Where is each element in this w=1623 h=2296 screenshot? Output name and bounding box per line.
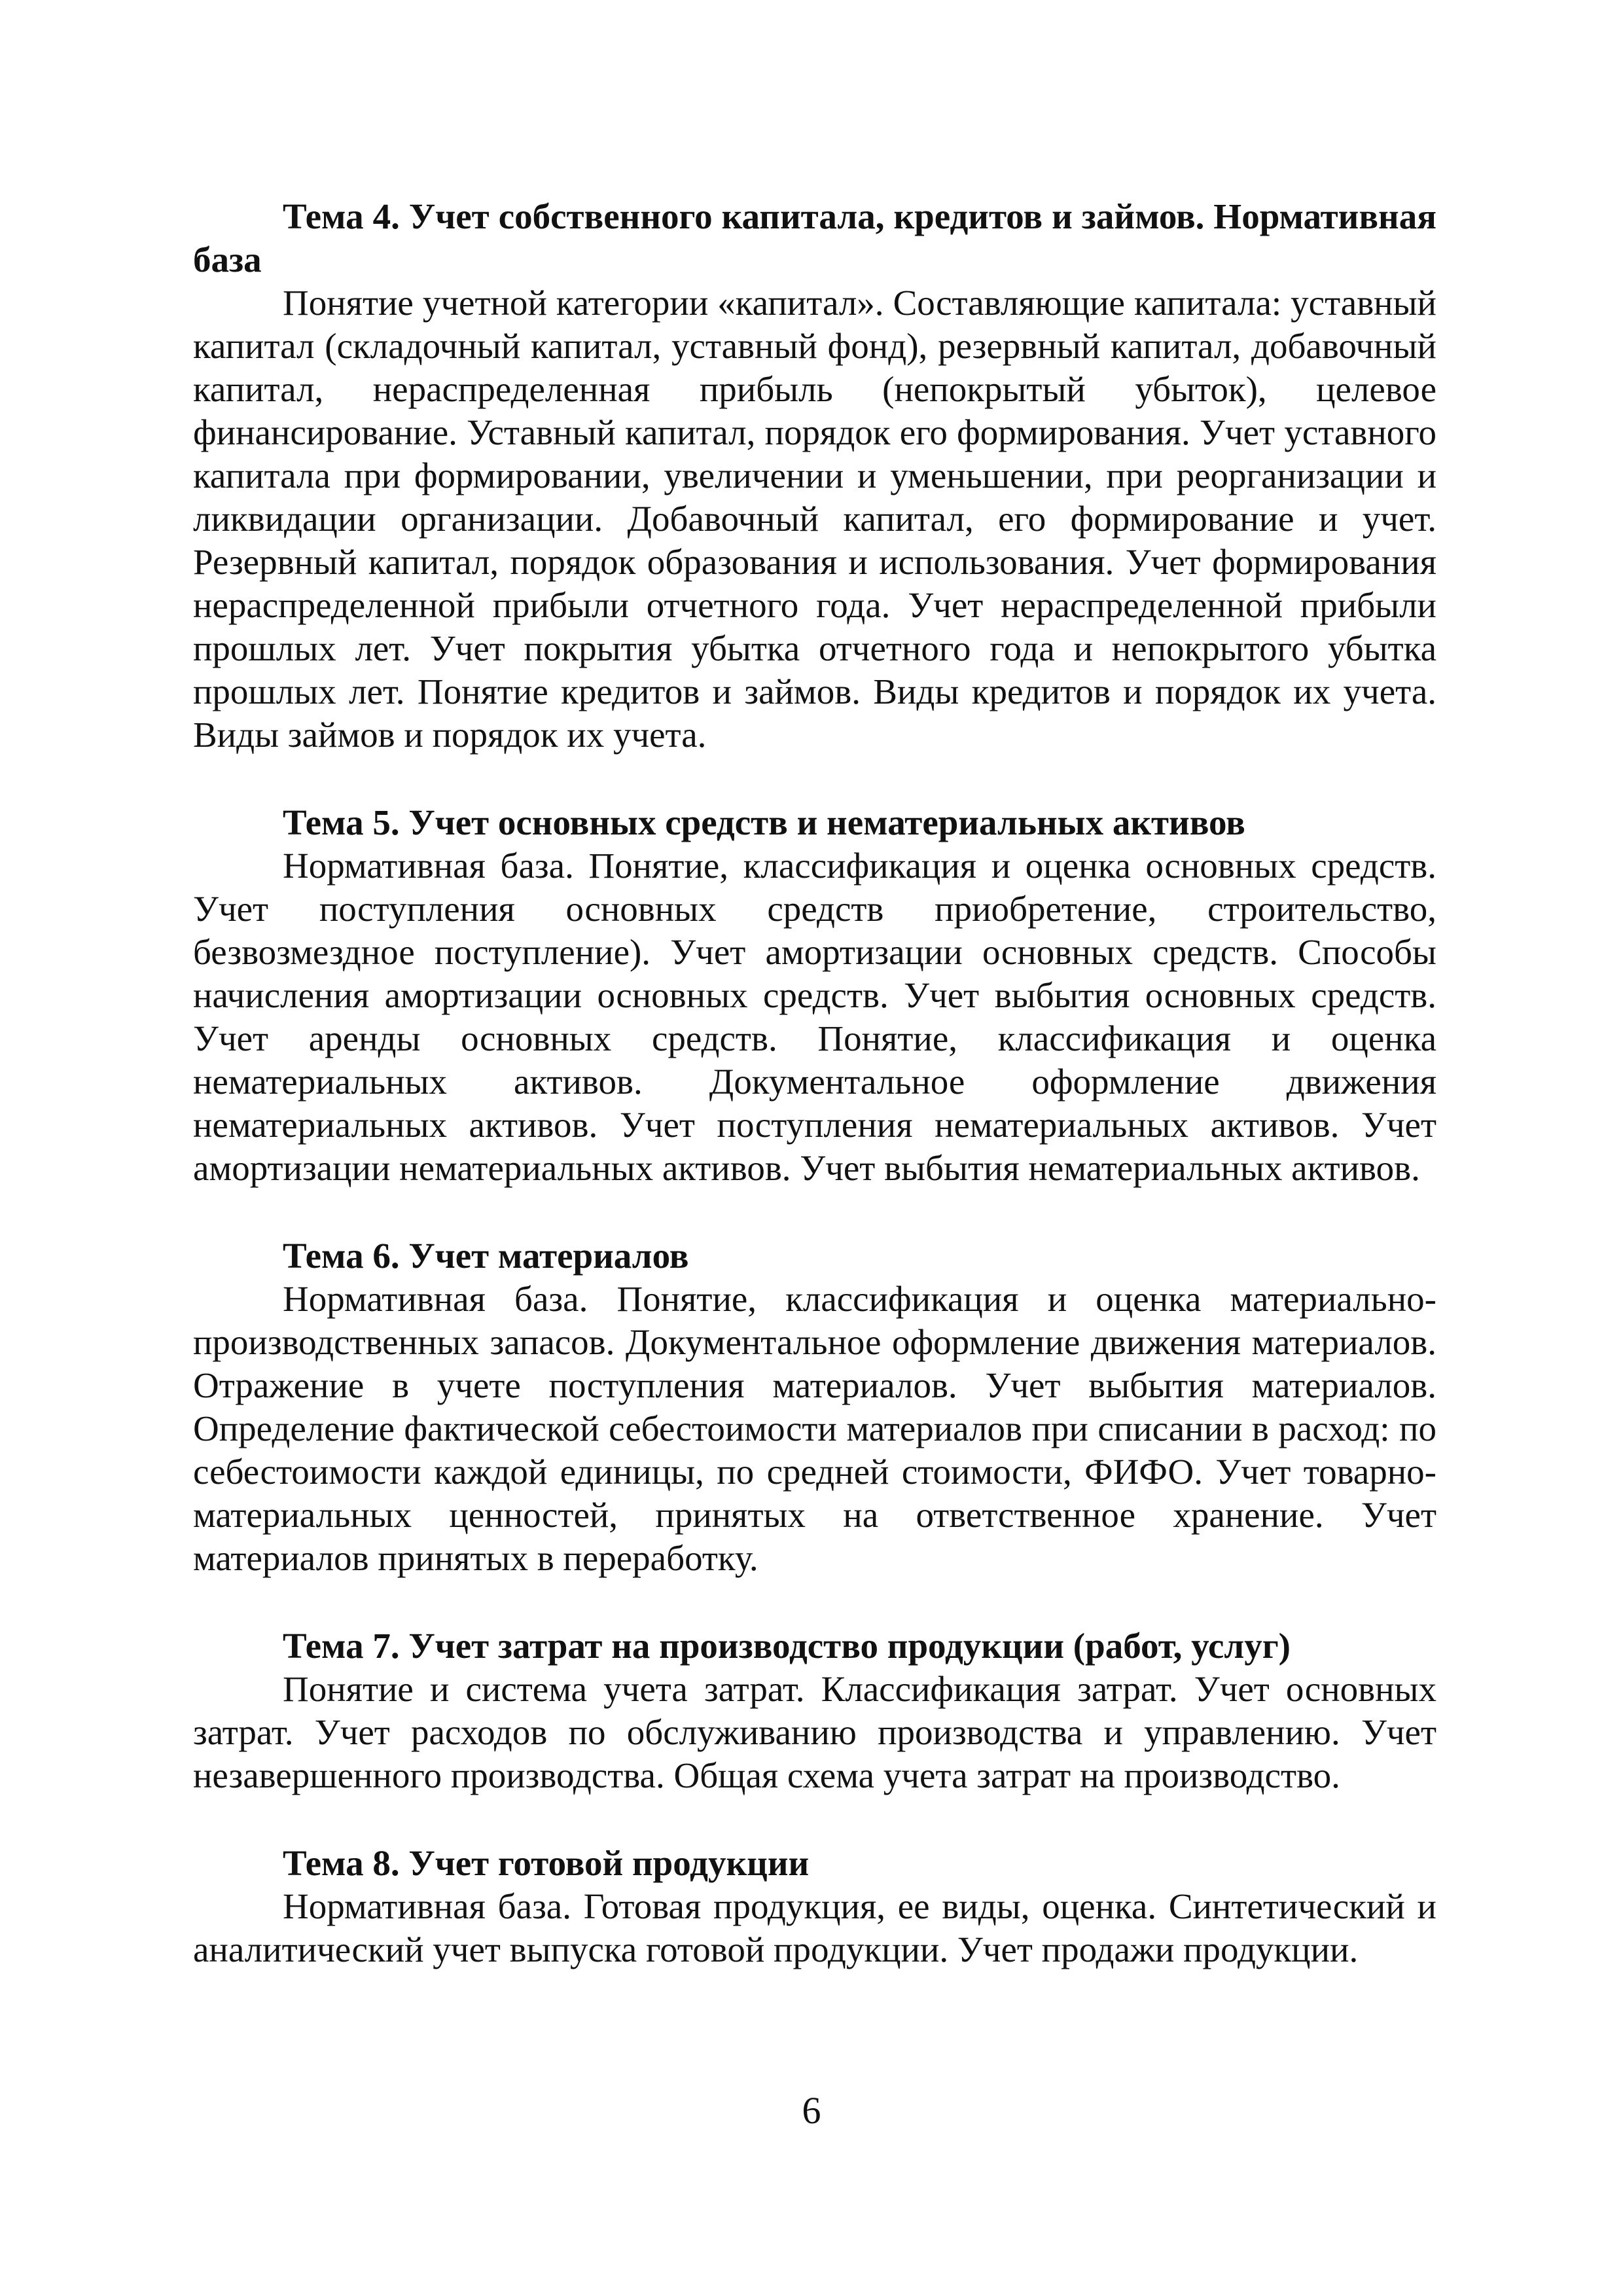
section-title: Тема 6. Учет материалов — [283, 1236, 689, 1276]
section-topic-7 — [193, 1624, 1436, 1797]
section-topic-5 — [193, 801, 1436, 1190]
section-title: Тема 7. Учет затрат на производство продукции (работ, услуг) — [283, 1626, 1291, 1666]
section-title: Тема 8. Учет готовой продукции — [283, 1843, 810, 1883]
section-title: Тема 4. Учет собственного капитала, кредитов и займов. Нормативная база — [193, 196, 1436, 279]
page-number: 6 — [802, 2089, 821, 2132]
section-topic-4 — [193, 195, 1436, 757]
page-content — [193, 195, 1436, 2016]
section-body: Нормативная база. Понятие, классификация и оценка материально-производственных запасов. Документальное оформление движения материалов. Отражение в учете поступления материалов. Учет выбытия материалов. Определение фактической себестоимости материалов при списании в расход: по себестоимости каждой единицы, по средней стоимости, ФИФО. Учет товарно-материальных ценностей, принятых на ответственное хранение. Учет материалов принятых в переработку. — [193, 1279, 1436, 1578]
section-topic-8 — [193, 1842, 1436, 1971]
section-body: Нормативная база. Готовая продукция, ее виды, оценка. Синтетический и аналитический учет выпуска готовой продукции. Учет продажи продукции. — [193, 1886, 1436, 1969]
section-body: Нормативная база. Понятие, классификация и оценка основных средств. Учет поступления основных средств приобретение, строительство, безвозмездное поступление). Учет амортизации основных средств. Способы начисления амортизации основных средств. Учет выбытия основных средств. Учет аренды основных средств. Понятие, классификация и оценка нематериальных активов. Документальное оформление движения нематериальных активов. Учет поступления нематериальных активов. Учет амортизации нематериальных активов. Учет выбытия нематериальных активов. — [193, 846, 1436, 1188]
section-body: Понятие и система учета затрат. Классификация затрат. Учет основных затрат. Учет расходов по обслуживанию производства и управлению. Учет незавершенного производства. Общая схема учета затрат на производство. — [193, 1669, 1436, 1795]
section-title: Тема 5. Учет основных средств и нематериальных активов — [283, 802, 1245, 842]
section-topic-6 — [193, 1234, 1436, 1580]
section-body: Понятие учетной категории «капитал». Составляющие капитала: уставный капитал (складочный капитал, уставный фонд), резервный капитал, добавочный капитал, нераспределенная прибыль (непокрытый убыток), целевое финансирование. Уставный капитал, порядок его формирования. Учет уставного капитала при формировании, увеличении и уменьшении, при реорганизации и ликвидации организации. Добавочный капитал, его формирование и учет. Резервный капитал, порядок образования и использования. Учет формирования нераспределенной прибыли отчетного года. Учет нераспределенной прибыли прошлых лет. Учет покрытия убытка отчетного года и непокрытого убытка прошлых лет. Понятие кредитов и займов. Виды кредитов и порядок их учета. Виды займов и порядок их учета. — [193, 283, 1436, 755]
